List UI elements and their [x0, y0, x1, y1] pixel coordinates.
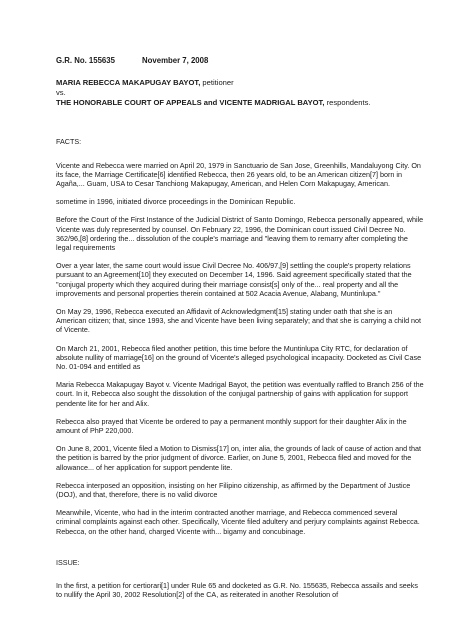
facts-section: [56, 161, 424, 536]
facts-paragraph: Maria Rebecca Makapugay Bayot v. Vicente Madrigal Bayot, the petition was eventually raffled to Branch 256 of the court. In it, Rebecca also sought the dissolution of the conjugal partnership of gains with application for support pendente lite for her and Alix.: [56, 380, 424, 408]
gr-number: G.R. No. 155635: [56, 56, 115, 65]
issue-paragraph: In the first, a petition for certiorari[1] under Rule 65 and docketed as G.R. No. 155635, Rebecca assails and seeks to nullify the April 30, 2002 Resolution[2] of the CA, as reiterated in another Resolution of: [56, 581, 418, 600]
facts-paragraph: On June 8, 2001, Vicente filed a Motion to Dismiss[17] on, inter alia, the grounds of lack of cause of action and that the petition is barred by the prior judgment of divorce. Earlier, on June 5, 2001, Rebecca filed and moved for the allowance... of her application for support pendente lite.: [56, 444, 422, 472]
facts-paragraph: Vicente and Rebecca were married on April 20, 1979 in Sanctuario de San Jose, Greenhills, Mandaluyong City. On its face, the Marriage Certificate[6] identified Rebecca, then 26 years old, to be an American citizen[7] born in Agaña,... Guam, USA to Cesar Tanchiong Makapugay, American, and Helen Corn Makapugay, American.: [56, 160, 421, 188]
facts-paragraph: Rebecca also prayed that Vicente be ordered to pay a permanent monthly support for their daughter Alix in the amount of PhP 220,000.: [56, 416, 407, 436]
facts-paragraph: Over a year later, the same court would issue Civil Decree No. 406/97,[9] settling the couple's property relations pursuant to an Agreement[10] they executed on December 14, 1996. Said agreement specifically stated that the "conjugal property which they acquired during their marriage consist[s] only of the... real property and all the improvements and personal properties therein contained at 502 Acacia Avenue, Alabang, Muntinlupa.": [56, 261, 412, 298]
decision-date: November 7, 2008: [142, 56, 209, 65]
case-parties: [56, 78, 424, 107]
facts-paragraph: sometime in 1996, initiated divorce proceedings in the Dominican Republic.: [56, 197, 296, 207]
respondents-line: [56, 98, 424, 108]
petitioner-role: petitioner: [200, 78, 234, 87]
issue-section: [56, 581, 424, 599]
petitioner-line: [56, 78, 424, 88]
case-header: [56, 56, 424, 66]
respondents-role: respondents.: [324, 97, 371, 107]
respondents-name: THE HONORABLE COURT OF APPEALS and VICENTE MADRIGAL BAYOT,: [56, 97, 325, 107]
facts-paragraph: Before the Court of the First Instance of the Judicial District of Santo Domingo, Rebecca personally appeared, while Vicente was duly represented by counsel. On February 22, 1996, the Dominican court issued Civil Decree No. 362/96,[8] ordering the... dissolution of the couple's marriage and "leaving them to remarry after completing the legal requirements: [56, 215, 424, 253]
versus-text: vs.: [56, 87, 66, 97]
facts-paragraph: Rebecca interposed an opposition, insisting on her Filipino citizenship, as affirmed by the Department of Justice (DOJ), and that, therefore, there is no valid divorce: [56, 480, 411, 500]
facts-paragraph: Meanwhile, Vicente, who had in the interim contracted another marriage, and Rebecca commenced several criminal complaints against each other. Specifically, Vicente filed adultery and perjury complaints against Rebecca. Rebecca, on the other hand, charged Vicente with... bigamy and concubinage.: [56, 508, 420, 536]
facts-paragraph: On March 21, 2001, Rebecca filed another petition, this time before the Muntinlupa City RTC, for declaration of absolute nullity of marriage[16] on the ground of Vicente's alleged psychological incapacity. Docketed as Civil Case No. 01-094 and entitled as: [56, 343, 422, 372]
facts-heading: FACTS:: [56, 137, 82, 147]
petitioner-name: MARIA REBECCA MAKAPUGAY BAYOT,: [56, 78, 201, 87]
facts-paragraph: On May 29, 1996, Rebecca executed an Affidavit of Acknowledgment[15] stating under oath that she is an American citizen; that, since 1993, she and Vicente have been living separately; and that she is carrying a child not of Vicente.: [56, 307, 422, 335]
issue-heading: ISSUE:: [56, 557, 80, 567]
